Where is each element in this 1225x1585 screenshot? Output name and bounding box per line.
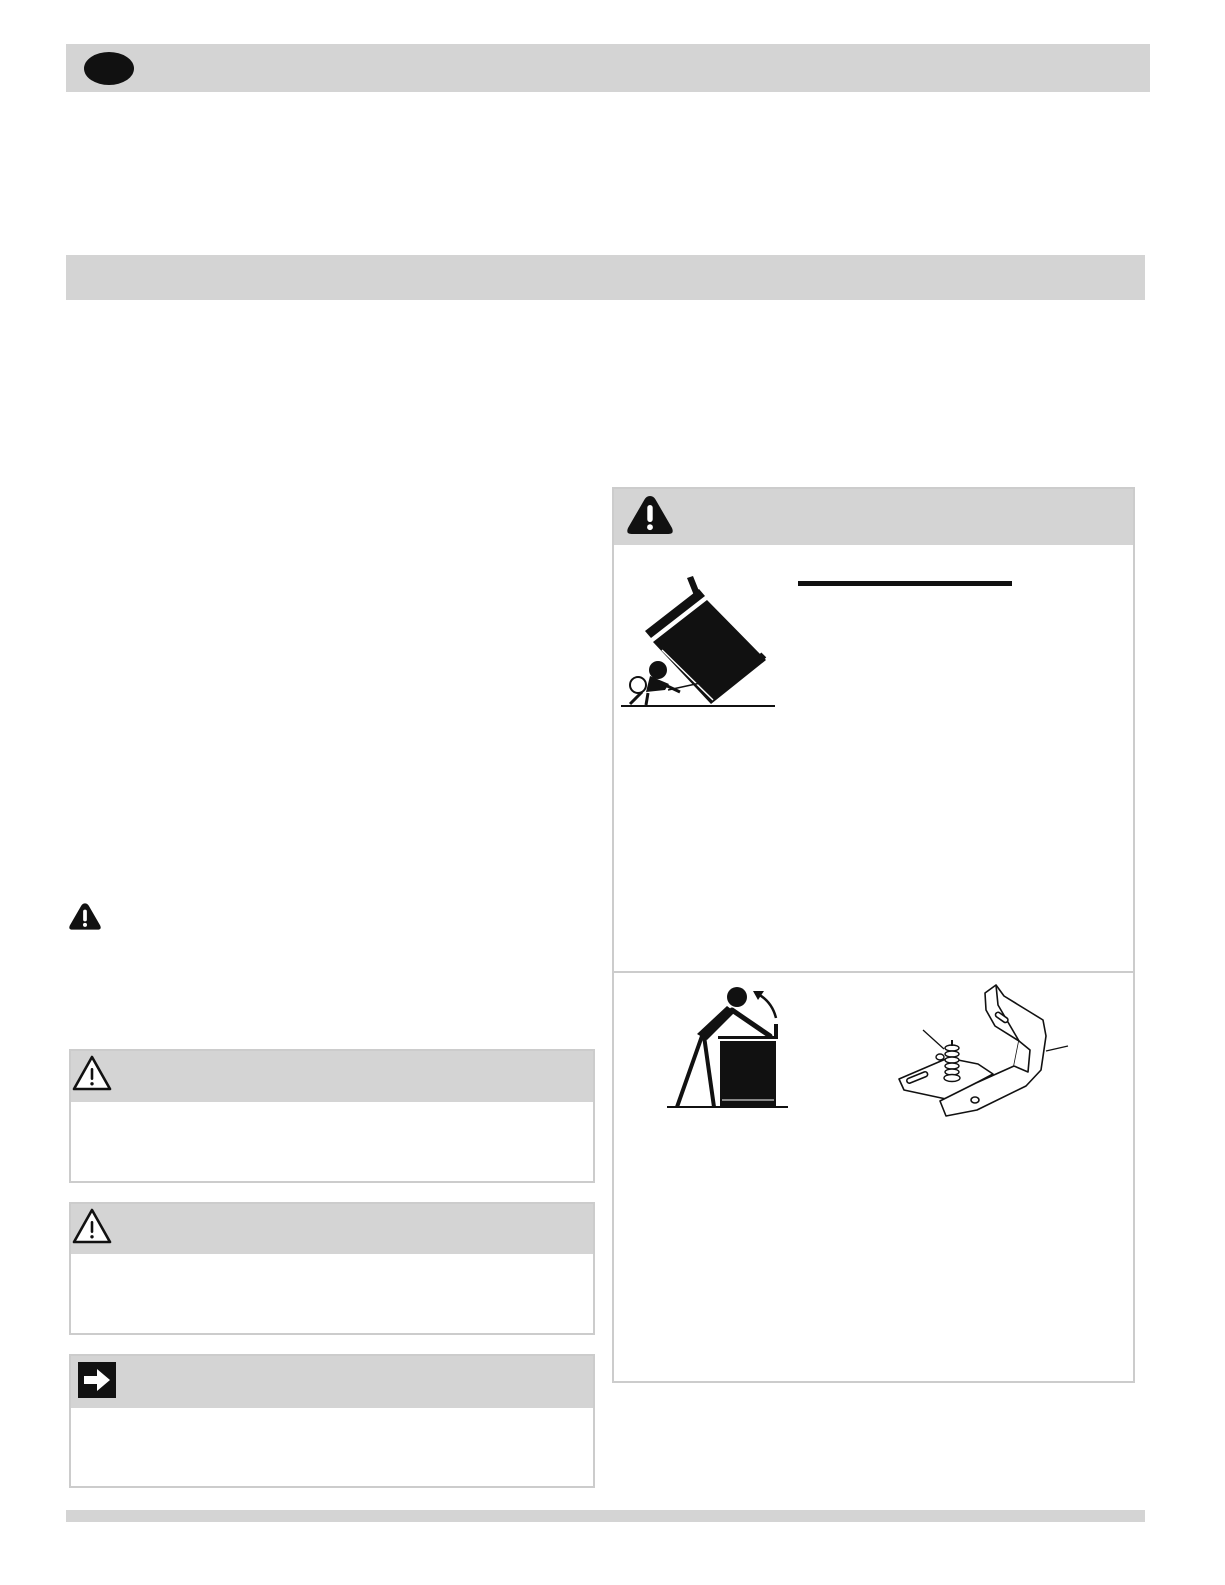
caution-notice-header — [71, 1204, 593, 1254]
section-heading-band — [66, 255, 1145, 300]
person-pulling-range-forward-icon — [660, 980, 795, 1115]
note-header — [71, 1356, 593, 1408]
page-header-band — [66, 44, 1150, 92]
warning-triangle-icon — [626, 494, 674, 536]
caution-notice-box — [69, 1202, 595, 1335]
note-box — [69, 1354, 595, 1488]
arrow-right-icon — [78, 1362, 116, 1398]
page-footer-band — [66, 1510, 1145, 1522]
warning-triangle-icon — [68, 902, 102, 931]
range-tipping-onto-child-icon — [612, 570, 782, 715]
tip-over-warning-header — [614, 489, 1133, 545]
heading-rule — [798, 581, 1012, 586]
caution-triangle-outline-icon — [71, 1054, 113, 1093]
caution-triangle-outline-icon — [71, 1207, 113, 1246]
language-badge-icon — [84, 52, 134, 85]
anti-tip-bracket-icon — [890, 980, 1075, 1125]
caution-notice-box — [69, 1049, 595, 1183]
caution-notice-header — [71, 1051, 593, 1102]
tip-over-warning-divider — [614, 971, 1133, 973]
